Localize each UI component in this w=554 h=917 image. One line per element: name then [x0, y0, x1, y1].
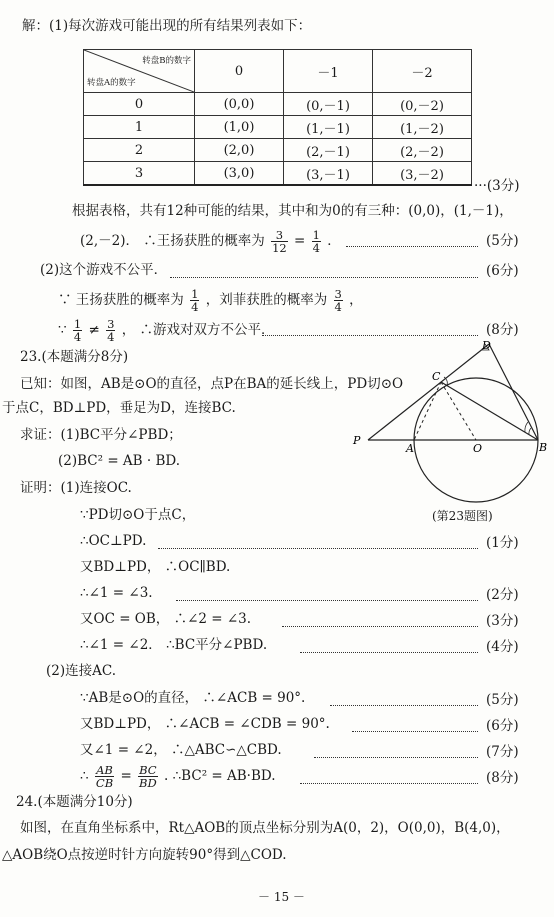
- fraction-1-4: $\frac{1}{4}$: [73, 317, 82, 344]
- table-cell: (1,－2): [373, 116, 472, 139]
- leader-dots: [158, 548, 478, 549]
- equals-sign: =: [120, 768, 132, 784]
- score-8: (8分): [486, 322, 519, 338]
- probability-line: [80, 229, 341, 254]
- fraction-bc-bd: $\frac{BC}{BD}$: [139, 763, 157, 790]
- table-corner-cell: [84, 50, 195, 93]
- q23-given-line2: 于点C，BD⊥PD，垂足为D，连接BC.: [2, 400, 236, 416]
- solution-intro: 解：(1)每次游戏可能出现的所有结果列表如下：: [22, 18, 312, 34]
- column-header: 0: [195, 50, 284, 93]
- dashed-ac: [414, 382, 441, 440]
- q23-heading: 23.(本题满分8分): [20, 349, 129, 365]
- leader-dots: [314, 757, 478, 758]
- fraction-3-4: $\frac{3}{4}$: [334, 287, 342, 314]
- table-row: [84, 162, 472, 186]
- table-cell: (0,0): [195, 93, 284, 116]
- q23-given-line1: 已知：如图，AB是⊙O的直径，点P在BA的延长线上，PD切⊙O: [20, 376, 404, 392]
- leader-dots: [300, 652, 478, 653]
- q23-prove-1: 求证：(1)BC平分∠PBD；: [20, 427, 182, 443]
- table-cell: (2,－2): [373, 139, 472, 162]
- table-cell: (0,－1): [284, 93, 373, 116]
- score-6: (6分): [486, 718, 519, 734]
- fraction-1-4: $\frac{1}{4}$: [312, 228, 320, 255]
- proof-step: ∴∠1 = ∠2． ∴BC平分∠PBD.: [80, 637, 268, 653]
- part2-statement: (2)这个游戏不公平．: [40, 262, 168, 278]
- proof-step: ∵PD切⊙O于点C，: [80, 507, 196, 523]
- table-cell: (3,－2): [373, 162, 472, 186]
- table-cell: (0,－2): [373, 93, 472, 116]
- because-line: [58, 288, 363, 313]
- label-p: P: [353, 434, 361, 447]
- table-cell: (1,0): [195, 116, 284, 139]
- because-symbol: ∵: [58, 322, 67, 338]
- therefore-symbol: ∴: [80, 768, 89, 784]
- proof-step: ∴OC⊥PD.: [80, 533, 147, 549]
- proof-step: 又BD⊥PD， ∴∠ACB = ∠CDB = 90°.: [80, 716, 330, 732]
- label-c: C: [432, 370, 441, 383]
- q23-proof-head: 证明：(1)连接OC.: [20, 480, 132, 496]
- proof-step: 又BD⊥PD， ∴OC∥BD.: [80, 559, 231, 575]
- q24-line1: 如图，在直角坐标系中，Rt△AOB的顶点坐标分别为A(0，2)，O(0,0)，B(4,0)，: [20, 820, 510, 836]
- page-number: － 15 －: [258, 890, 305, 904]
- q23-prove-2: (2)BC² = AB · BD.: [58, 453, 181, 469]
- label-b: B: [539, 441, 548, 454]
- fraction-3-4: $\frac{3}{4}$: [107, 317, 115, 344]
- outcome-table: [83, 49, 472, 186]
- q24-heading: 24.(本题满分10分): [16, 794, 133, 810]
- period: ．: [327, 233, 341, 249]
- conclusion-text: ， ∴游戏对双方不公平．: [121, 322, 275, 338]
- score-4: (4分): [486, 639, 519, 655]
- score-3: (3分): [486, 613, 519, 629]
- leader-dots: [352, 731, 478, 732]
- table-cell: (3,－1): [284, 162, 373, 186]
- score-5: (5分): [486, 692, 519, 708]
- q24-line2: △AOB绕O点按逆时针方向旋转90°得到△COD.: [2, 847, 287, 863]
- figure-caption: (第23题图): [432, 509, 493, 523]
- table-cell: (1,－1): [284, 116, 373, 139]
- equals-sign: =: [294, 233, 306, 249]
- score-5: (5分): [486, 233, 519, 249]
- geometry-figure: [348, 338, 548, 503]
- leader-dots: [282, 626, 478, 627]
- label-a: A: [406, 442, 414, 455]
- angle-arc: [525, 422, 528, 432]
- row-header: 1: [84, 116, 195, 139]
- leader-dots: [346, 246, 478, 247]
- comma: ，: [349, 292, 363, 308]
- row-header: 0: [84, 93, 195, 116]
- therefore-line: [58, 318, 275, 343]
- outcome-summary-line: 根据表格，共有12种可能的结果，其中和为0的有三种：(0,0)，(1,－1)，: [72, 203, 513, 219]
- table-cell: (3,0): [195, 162, 284, 186]
- because-text: ，刘菲获胜的概率为: [205, 292, 328, 308]
- table-score: ···(3分): [474, 178, 520, 194]
- score-8: (8分): [486, 770, 519, 786]
- table-row: [84, 139, 472, 162]
- leader-dots: [262, 335, 478, 336]
- leader-dots: [300, 783, 478, 784]
- fraction-3-12: $\frac{3}{12}$: [272, 228, 287, 255]
- score-7: (7分): [486, 744, 519, 760]
- leader-dots: [170, 277, 478, 278]
- dashed-oc: [441, 382, 476, 440]
- not-equal-sign: ≠: [88, 322, 100, 338]
- label-d: D: [482, 339, 491, 352]
- table-cell: (2,0): [195, 139, 284, 162]
- corner-label-turntable-b: 转盘B的数字: [142, 56, 191, 66]
- score-1: (1分): [486, 535, 519, 551]
- fraction-1-4: $\frac{1}{4}$: [191, 287, 199, 314]
- proof-step: ∵AB是⊙O的直径， ∴∠ACB = 90°.: [80, 690, 306, 706]
- leader-dots: [176, 600, 478, 601]
- row-header: 2: [84, 139, 195, 162]
- row-header: 3: [84, 162, 195, 186]
- column-header: －2: [373, 50, 472, 93]
- score-2: (2分): [486, 587, 519, 603]
- fraction-ab-cb: $\frac{AB}{CB}$: [95, 763, 114, 790]
- because-text: ∵ 王扬获胜的概率为: [58, 292, 184, 308]
- corner-label-turntable-a: 转盘A的数字: [87, 78, 136, 88]
- angle-arc: [529, 428, 531, 435]
- table-cell: (2,－1): [284, 139, 373, 162]
- conclusion-text: . ∴BC² = AB·BD.: [164, 768, 276, 784]
- leader-dots: [330, 705, 478, 706]
- label-o: O: [473, 442, 483, 455]
- tangent-pd: [368, 344, 489, 440]
- table-row: [84, 93, 472, 116]
- score-6: (6分): [486, 263, 519, 279]
- proof-step: 又OC = OB， ∴∠2 = ∠3.: [80, 611, 252, 627]
- proof-step: ∴∠1 = ∠3.: [80, 585, 153, 601]
- column-header: －1: [284, 50, 373, 93]
- probability-text: (2,－2)． ∴王扬获胜的概率为: [80, 233, 265, 249]
- proof-part2-head: (2)连接AC.: [46, 663, 117, 679]
- proof-step-ratio: [80, 764, 276, 789]
- proof-step: 又∠1 = ∠2， ∴△ABC∽△CBD.: [80, 742, 282, 758]
- table-row: [84, 116, 472, 139]
